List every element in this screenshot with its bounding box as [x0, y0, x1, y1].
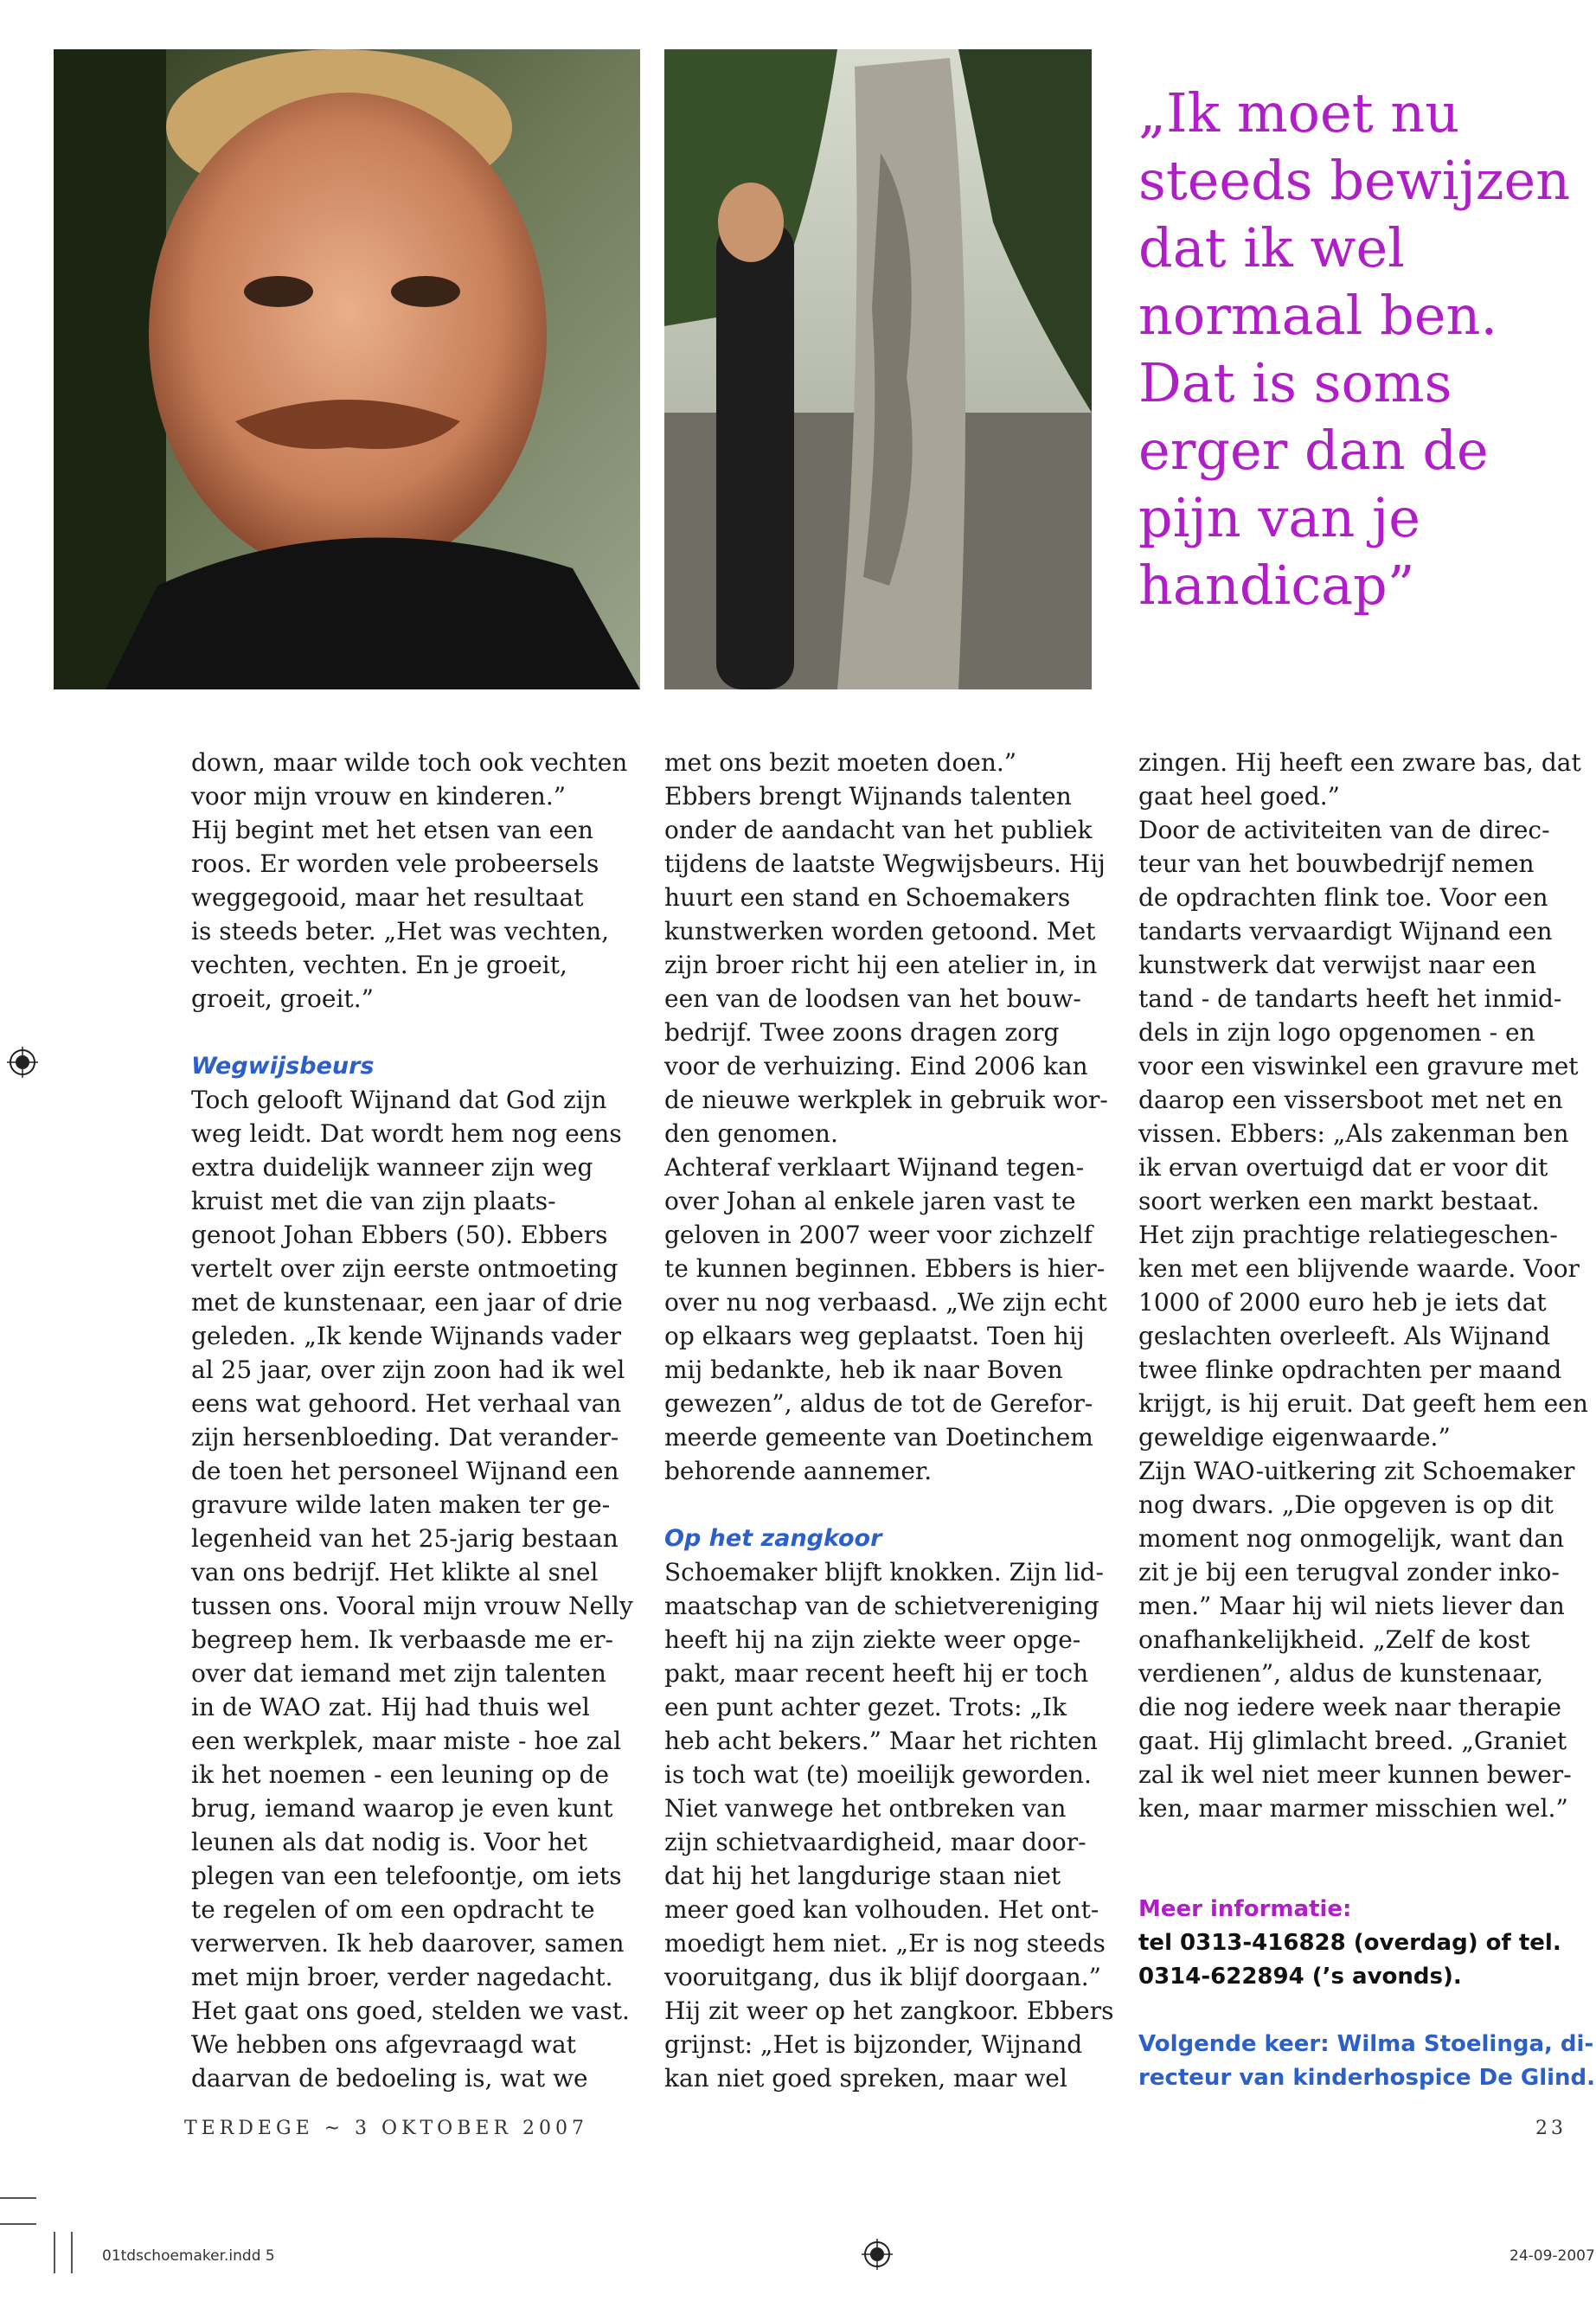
text-line: bedrijf. Twee zoons dragen zorg	[664, 1018, 1060, 1047]
article-column-3	[1138, 746, 1596, 2095]
text-line: moedigt hem niet. „Er is nog steeds	[664, 1929, 1106, 1958]
text-line: kunstwerk dat verwijst naar een	[1138, 951, 1536, 979]
text-line: met ons bezit moeten doen.”	[664, 748, 1017, 777]
text-line: die nog iedere week naar therapie	[1138, 1693, 1562, 1721]
text-line: de opdrachten flink toe. Voor een	[1138, 883, 1548, 912]
text-line: de toen het personeel Wijnand een	[191, 1457, 619, 1485]
text-line: moment nog onmogelijk, want dan	[1138, 1524, 1565, 1553]
text-line: brug, iemand waarop je even kunt	[191, 1794, 613, 1823]
text-line: zit je bij een terugval zonder inko-	[1138, 1558, 1560, 1586]
text-line: Door de activiteiten van de direc-	[1138, 816, 1550, 844]
paragraph	[1138, 746, 1596, 1825]
text-line: over dat iemand met zijn talenten	[191, 1659, 606, 1688]
text-line: geleden. „Ik kende Wijnands vader	[191, 1322, 622, 1350]
text-line: mij bedankte, heb ik naar Boven	[664, 1356, 1063, 1384]
paragraph	[191, 1083, 650, 2095]
text-line: eens wat gehoord. Het verhaal van	[191, 1389, 622, 1418]
text-line: tijdens de laatste Wegwijsbeurs. Hij	[664, 849, 1106, 878]
next-issue-line: Volgende keer: Wilma Stoelinga, di-	[1138, 2031, 1594, 2057]
text-line: pakt, maar recent heeft hij er toch	[664, 1659, 1089, 1688]
text-line: meerde gemeente van Doetinchem	[664, 1423, 1093, 1452]
text-line: met mijn broer, verder nagedacht.	[191, 1963, 613, 1991]
pull-quote	[1138, 80, 1588, 619]
text-line: voor een viswinkel een gravure met	[1138, 1052, 1579, 1080]
text-line: vooruitgang, dus ik blijf doorgaan.”	[664, 1963, 1101, 1991]
text-line: Zijn WAO-uitkering zit Schoemaker	[1138, 1457, 1575, 1485]
text-line: daarvan de bedoeling is, wat we	[191, 2064, 588, 2093]
contact-phone-line: tel 0313-416828 (overdag) of tel.	[1138, 1930, 1561, 1956]
paragraph	[664, 1555, 1123, 2095]
text-line: We hebben ons afgevraagd wat	[191, 2030, 576, 2059]
text-line: vertelt over zijn eerste ontmoeting	[191, 1254, 619, 1283]
text-line: onder de aandacht van het publiek	[664, 816, 1093, 844]
text-line: kruist met die van zijn plaats-	[191, 1187, 556, 1215]
text-line: genoot Johan Ebbers (50). Ebbers	[191, 1221, 608, 1249]
text-line: gravure wilde laten maken ter ge-	[191, 1490, 611, 1519]
text-line: zal ik wel niet meer kunnen bewer-	[1138, 1760, 1572, 1789]
page-number: 23	[1535, 2118, 1567, 2139]
slug-filename: 01tdschoemaker.indd 5	[102, 2247, 275, 2265]
text-line: de nieuwe werkplek in gebruik wor-	[664, 1086, 1108, 1114]
text-line: over nu nog verbaasd. „We zijn echt	[664, 1288, 1107, 1317]
text-line: over Johan al enkele jaren vast te	[664, 1187, 1076, 1215]
text-line: ken, maar marmer misschien wel.”	[1138, 1794, 1568, 1823]
quote-line: handicap”	[1138, 554, 1415, 617]
text-line: down, maar wilde toch ook vechten	[191, 748, 628, 777]
text-line: teur van het bouwbedrijf nemen	[1138, 849, 1535, 878]
text-line: Ebbers brengt Wijnands talenten	[664, 782, 1072, 811]
text-line: geslachten overleeft. Als Wijnand	[1138, 1322, 1551, 1350]
text-line: dels in zijn logo opgenomen - en	[1138, 1018, 1535, 1047]
registration-mark-icon	[7, 1047, 38, 1078]
text-line: meer goed kan volhouden. Het ont-	[664, 1895, 1099, 1924]
text-line: voor de verhuizing. Eind 2006 kan	[664, 1052, 1088, 1080]
crop-mark	[0, 2197, 36, 2199]
text-line: al 25 jaar, over zijn zoon had ik wel	[191, 1356, 625, 1384]
text-line: soort werken een markt bestaat.	[1138, 1187, 1540, 1215]
article-column-2	[664, 746, 1123, 2095]
text-line: zijn schietvaardigheid, maar door-	[664, 1828, 1086, 1856]
text-line: op elkaars weg geplaatst. Toen hij	[664, 1322, 1085, 1350]
crop-mark	[71, 2232, 73, 2273]
text-line: extra duidelijk wanneer zijn weg	[191, 1153, 593, 1182]
text-line: geloven in 2007 weer voor zichzelf	[664, 1221, 1093, 1249]
crop-mark	[0, 2223, 36, 2225]
text-line: weg leidt. Dat wordt hem nog eens	[191, 1119, 622, 1148]
text-line: men.” Maar hij wil niets liever dan	[1138, 1592, 1565, 1620]
text-line: tussen ons. Vooral mijn vrouw Nelly	[191, 1592, 633, 1620]
text-line: maatschap van de schietvereniging	[664, 1592, 1099, 1620]
section-heading-zangkoor: Op het zangkoor	[664, 1525, 882, 1552]
text-line: Toch gelooft Wijnand dat God zijn	[191, 1086, 607, 1114]
quote-line: dat ik wel	[1138, 216, 1405, 279]
article-column-1	[191, 746, 650, 2095]
text-line: verwerven. Ik heb daarover, samen	[191, 1929, 625, 1958]
text-line: behorende aannemer.	[664, 1457, 933, 1485]
text-line: voor mijn vrouw en kinderen.”	[191, 782, 567, 811]
text-line: Het gaat ons goed, stelden we vast.	[191, 1997, 630, 2025]
paragraph	[191, 746, 650, 1016]
text-line: gewezen”, aldus de tot de Gerefor-	[664, 1389, 1093, 1418]
text-line: roos. Er worden vele probeersels	[191, 849, 599, 878]
text-line: te regelen of om een opdracht te	[191, 1895, 595, 1924]
text-line: twee flinke opdrachten per maand	[1138, 1356, 1562, 1384]
text-line: met de kunstenaar, een jaar of drie	[191, 1288, 623, 1317]
man-with-statue-photo	[664, 49, 1092, 689]
portrait-photo	[54, 49, 640, 689]
text-line: tand - de tandarts heeft het inmid-	[1138, 984, 1562, 1013]
text-line: Niet vanwege het ontbreken van	[664, 1794, 1067, 1823]
slug-date: 24-09-2007	[1509, 2247, 1595, 2265]
text-line: dat hij het langdurige staan niet	[664, 1862, 1061, 1890]
text-line: Het zijn prachtige relatiegeschen-	[1138, 1221, 1558, 1249]
more-info-label: Meer informatie:	[1138, 1896, 1352, 1922]
text-line: is steeds beter. „Het was vechten,	[191, 917, 610, 945]
text-line: gaat heel goed.”	[1138, 782, 1340, 811]
text-line: heeft hij na zijn ziekte weer opge-	[664, 1625, 1081, 1654]
text-line: kan niet goed spreken, maar wel	[664, 2064, 1067, 2093]
text-line: vissen. Ebbers: „Als zakenman ben	[1138, 1119, 1569, 1148]
text-line: een werkplek, maar miste - hoe zal	[191, 1727, 622, 1755]
text-line: zingen. Hij heeft een zware bas, dat	[1138, 748, 1581, 777]
text-line: ik het noemen - een leuning op de	[191, 1760, 610, 1789]
text-line: kunstwerken worden getoond. Met	[664, 917, 1096, 945]
text-line: zijn broer richt hij een atelier in, in	[664, 951, 1098, 979]
text-line: vechten, vechten. En je groeit,	[191, 951, 567, 979]
section-heading-wegwijsbeurs: Wegwijsbeurs	[191, 1053, 375, 1080]
quote-line: steeds bewijzen	[1138, 149, 1571, 212]
crop-mark	[54, 2232, 55, 2273]
text-line: een van de loodsen van het bouw-	[664, 984, 1081, 1013]
text-line: verdienen”, aldus de kunstenaar,	[1138, 1659, 1544, 1688]
text-line: een punt achter gezet. Trots: „Ik	[664, 1693, 1067, 1721]
text-line: plegen van een telefoontje, om iets	[191, 1862, 622, 1890]
text-line: gaat. Hij glimlacht breed. „Graniet	[1138, 1727, 1567, 1755]
text-line: leunen als dat nodig is. Voor het	[191, 1828, 588, 1856]
text-line: Achteraf verklaart Wijnand tegen-	[664, 1153, 1085, 1182]
text-line: geweldige eigenwaarde.”	[1138, 1423, 1451, 1452]
quote-line: normaal ben.	[1138, 284, 1498, 347]
text-line: Schoemaker blijft knokken. Zijn lid-	[664, 1558, 1104, 1586]
text-line: zijn hersenbloeding. Dat verander-	[191, 1423, 619, 1452]
publication-footer: TERDEGE ~ 3 OKTOBER 2007	[184, 2118, 588, 2139]
text-line: weggegooid, maar het resultaat	[191, 883, 584, 912]
paragraph	[664, 746, 1123, 1488]
quote-line: Dat is soms	[1138, 351, 1452, 414]
quote-line: „Ik moet nu	[1138, 81, 1460, 144]
text-line: ik ervan overtuigd dat er voor dit	[1138, 1153, 1548, 1182]
text-line: groeit, groeit.”	[191, 984, 374, 1013]
registration-mark-icon	[862, 2239, 893, 2270]
text-line: van ons bedrijf. Het klikte al snel	[191, 1558, 599, 1586]
text-line: daarop een vissersboot met net en	[1138, 1086, 1563, 1114]
text-line: Hij zit weer op het zangkoor. Ebbers	[664, 1997, 1114, 2025]
contact-phone-line: 0314-622894 (’s avonds).	[1138, 1964, 1462, 1990]
text-line: krijgt, is hij eruit. Dat geeft hem een	[1138, 1389, 1588, 1418]
text-line: den genomen.	[664, 1119, 838, 1148]
text-line: 1000 of 2000 euro heb je iets dat	[1138, 1288, 1547, 1317]
text-line: is toch wat (te) moeilijk geworden.	[664, 1760, 1092, 1789]
text-line: ken met een blijvende waarde. Voor	[1138, 1254, 1580, 1283]
text-line: in de WAO zat. Hij had thuis wel	[191, 1693, 590, 1721]
quote-line: pijn van je	[1138, 486, 1420, 549]
text-line: heb acht bekers.” Maar het richten	[664, 1727, 1098, 1755]
text-line: tandarts vervaardigt Wijnand een	[1138, 917, 1553, 945]
text-line: onafhankelijkheid. „Zelf de kost	[1138, 1625, 1530, 1654]
text-line: begreep hem. Ik verbaasde me er-	[191, 1625, 613, 1654]
quote-line: erger dan de	[1138, 419, 1489, 482]
next-issue-line: recteur van kinderhospice De Glind.	[1138, 2065, 1596, 2091]
text-line: te kunnen beginnen. Ebbers is hier-	[664, 1254, 1106, 1283]
text-line: grijnst: „Het is bijzonder, Wijnand	[664, 2030, 1083, 2059]
text-line: nog dwars. „Die opgeven is op dit	[1138, 1490, 1554, 1519]
text-line: Hij begint met het etsen van een	[191, 816, 593, 844]
text-line: huurt een stand en Schoemakers	[664, 883, 1071, 912]
text-line: legenheid van het 25-jarig bestaan	[191, 1524, 619, 1553]
